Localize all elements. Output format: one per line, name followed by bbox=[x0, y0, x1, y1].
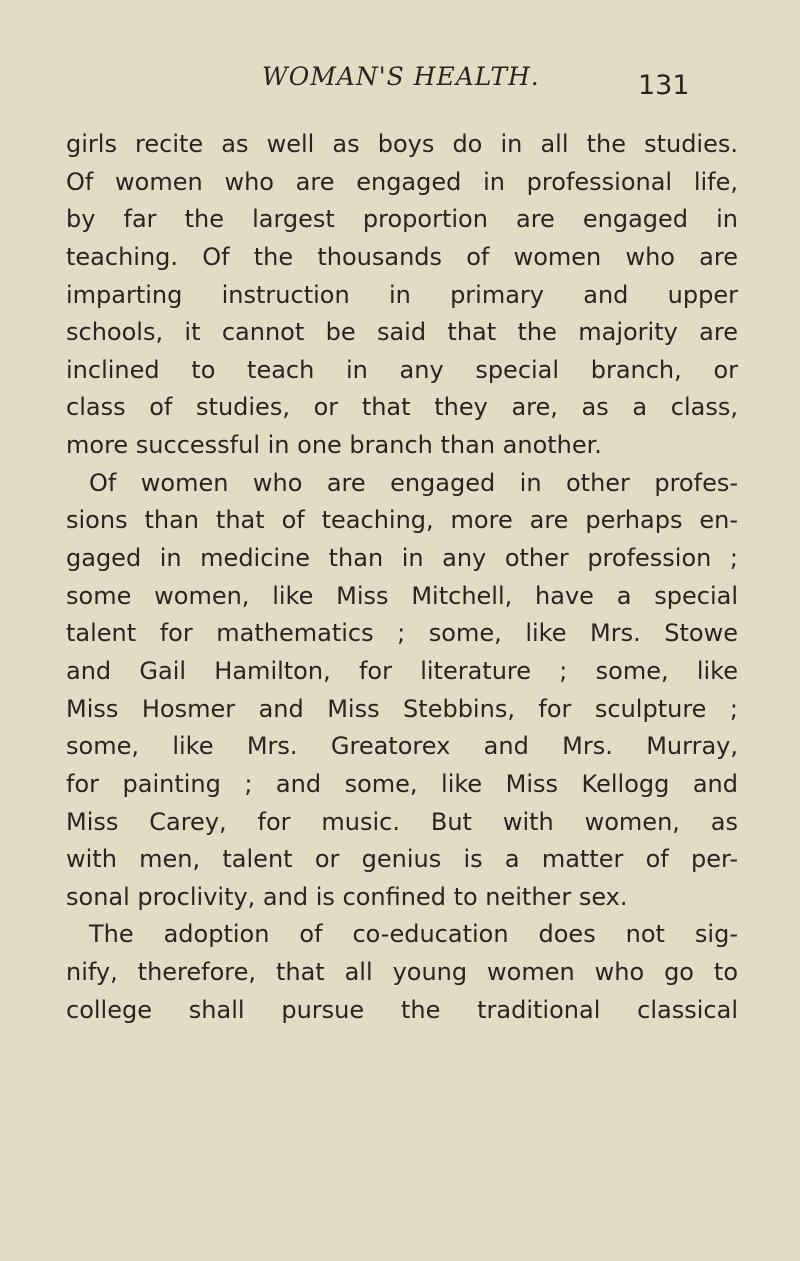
text-line: nify, therefore, that all young women who go to bbox=[66, 958, 738, 987]
text-line: some women, like Miss Mitchell, have a special bbox=[66, 581, 738, 610]
text-line: sonal proclivity, and is confined to neither sex. bbox=[66, 882, 628, 911]
text-line: Of women who are engaged in professional life, bbox=[66, 167, 738, 196]
text-line: Miss Carey, for music. But with women, as bbox=[66, 807, 738, 836]
text-line: by far the largest proportion are engaged in bbox=[66, 205, 738, 234]
text-line: and Gail Hamilton, for literature ; some, like bbox=[66, 656, 738, 685]
text-line: teaching. Of the thousands of women who are bbox=[66, 242, 738, 271]
text-line: with men, talent or genius is a matter of per- bbox=[66, 845, 738, 874]
text-line: gaged in medicine than in any other profession ; bbox=[66, 544, 738, 573]
page-number: 131 bbox=[638, 70, 690, 101]
text-line: inclined to teach in any special branch, or bbox=[66, 355, 738, 384]
text-line: class of studies, or that they are, as a class, bbox=[66, 393, 738, 422]
text-line: The adoption of co-education does not sig- bbox=[89, 920, 738, 949]
text-line: Of women who are engaged in other profes- bbox=[89, 468, 738, 497]
text-line: Miss Hosmer and Miss Stebbins, for sculpture ; bbox=[66, 694, 738, 723]
text-line: sions than that of teaching, more are perhaps en- bbox=[66, 506, 738, 535]
text-line: girls recite as well as boys do in all the studies. bbox=[66, 130, 738, 158]
text-line: talent for mathematics ; some, like Mrs. Stowe bbox=[66, 619, 738, 648]
text-line: imparting instruction in primary and upper bbox=[66, 280, 738, 309]
text-line: college shall pursue the traditional classical bbox=[66, 995, 738, 1024]
text-line: for painting ; and some, like Miss Kellogg and bbox=[66, 769, 738, 798]
text-line: some, like Mrs. Greatorex and Mrs. Murray, bbox=[66, 732, 738, 761]
running-title: WOMAN'S HEALTH. bbox=[262, 62, 540, 91]
text-line: more successful in one branch than another. bbox=[66, 431, 602, 460]
text-line: schools, it cannot be said that the majority are bbox=[66, 318, 738, 347]
body-text bbox=[66, 126, 738, 1029]
